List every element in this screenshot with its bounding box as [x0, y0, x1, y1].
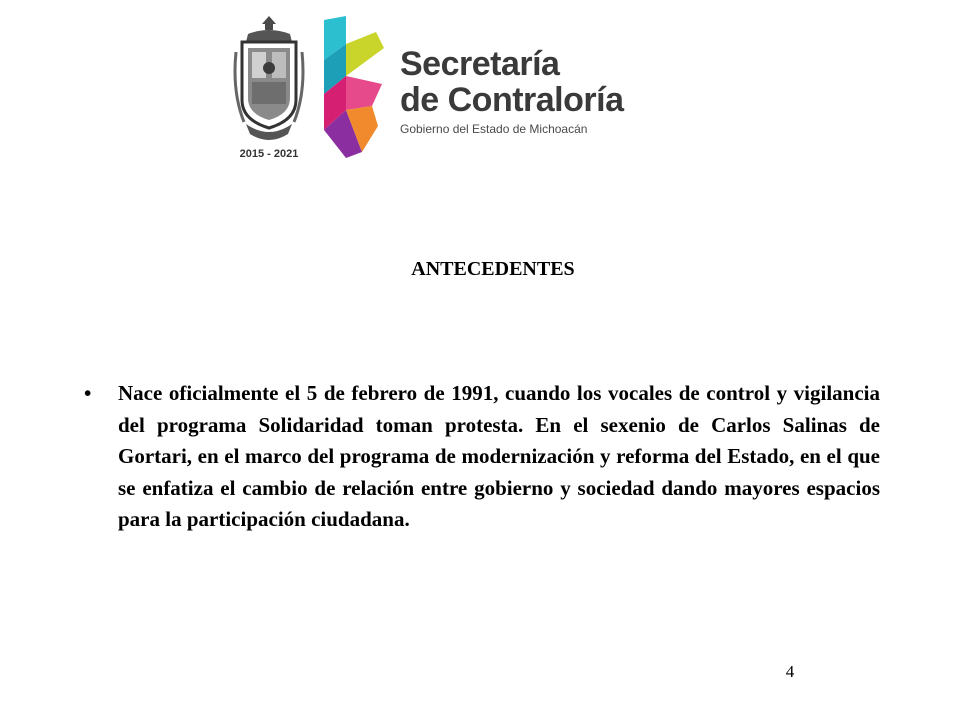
contraloria-k-logo-icon	[316, 14, 386, 160]
brand-text	[400, 46, 623, 136]
seal-years: 2015 - 2021	[239, 148, 299, 160]
brand-title-line1: Secretaría	[400, 45, 560, 83]
page-number: 4	[785, 662, 795, 681]
header-logo	[232, 12, 628, 160]
bullet-list	[84, 378, 880, 536]
bullet-text: Nace oficialmente el 5 de febrero de 1991, cuando los vocales de control y vigilancia del programa Solidaridad toman protesta. En el sexenio de Carlos Salinas de Gortari, en el marco del programa de modernización y reforma del Estado, en el que se enfatiza el cambio de relación entre gobierno y sociedad dando mayores espacios para la participación ciudadana.	[118, 381, 880, 532]
section-heading: ANTECEDENTES	[411, 258, 575, 280]
state-seal-icon	[232, 12, 306, 160]
brand-title-line2: de Contraloría	[400, 81, 624, 119]
list-item	[84, 378, 880, 536]
bullet-marker: •	[84, 381, 92, 405]
brand-subtitle: Gobierno del Estado de Michoacán	[400, 122, 588, 136]
